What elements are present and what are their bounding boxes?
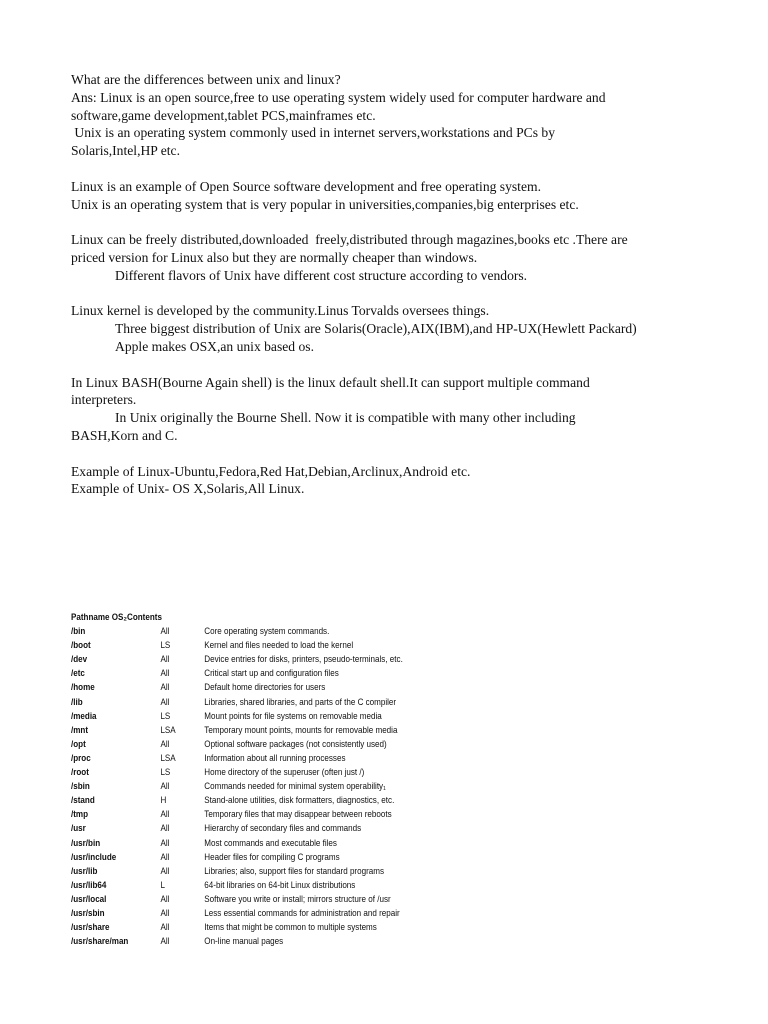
table-row bbox=[71, 751, 432, 765]
paragraph bbox=[71, 463, 711, 499]
pathname-cell: /root bbox=[71, 766, 89, 778]
text-line: software,game development,tablet PCS,mainframes etc. bbox=[71, 107, 376, 123]
table-row bbox=[71, 666, 432, 680]
os-cell: All bbox=[160, 625, 170, 637]
text-line: Linux can be freely distributed,downloaded freely,distributed through magazines,books etc .There are bbox=[71, 232, 628, 248]
pathname-cell: /dev bbox=[71, 653, 88, 665]
pathname-cell: /proc bbox=[71, 751, 91, 763]
pathname-cell: /usr/local bbox=[71, 892, 107, 904]
text-line: Solaris,Intel,HP etc. bbox=[71, 143, 180, 159]
table-row bbox=[71, 934, 432, 948]
text-line: Linux kernel is developed by the community.Linus Torvalds oversees things. bbox=[71, 303, 490, 319]
table-row bbox=[71, 779, 432, 793]
contents-cell: Header files for compiling C programs bbox=[204, 850, 340, 862]
contents-cell: Commands needed for minimal system operability₁ bbox=[204, 780, 386, 792]
pathname-cell: /usr/sbin bbox=[71, 906, 105, 918]
paragraph bbox=[71, 89, 711, 160]
table-row bbox=[71, 878, 432, 892]
text-line: Example of Unix- OS X,Solaris,All Linux. bbox=[71, 481, 305, 497]
os-cell: LS bbox=[160, 766, 171, 778]
pathname-cell: /usr/lib bbox=[71, 864, 98, 876]
paragraph bbox=[71, 231, 711, 284]
os-cell: All bbox=[160, 780, 170, 792]
paragraph bbox=[71, 302, 711, 355]
table-row bbox=[71, 737, 432, 751]
pathname-cell: /opt bbox=[71, 737, 86, 749]
os-cell: All bbox=[160, 695, 170, 707]
text-line: BASH,Korn and C. bbox=[71, 427, 178, 443]
os-cell: L bbox=[160, 878, 165, 890]
os-cell: H bbox=[160, 794, 167, 806]
contents-cell: 64-bit libraries on 64-bit Linux distributions bbox=[204, 878, 356, 890]
text-line: Unix is an operating system commonly used in internet servers,workstations and PCs by bbox=[71, 125, 556, 141]
table-row bbox=[71, 821, 432, 835]
text-line: Three biggest distribution of Unix are Solaris(Oracle),AIX(IBM),and HP-UX(Hewlett Packard) bbox=[115, 321, 637, 337]
os-cell: LSA bbox=[160, 751, 176, 763]
contents-cell: Software you write or install; mirrors structure of /usr bbox=[204, 892, 391, 904]
text-line: Linux is an example of Open Source software development and free operating system. bbox=[71, 178, 541, 194]
table-row bbox=[71, 695, 432, 709]
contents-cell: Hierarchy of secondary files and commands bbox=[204, 822, 362, 834]
os-cell: All bbox=[160, 850, 170, 862]
contents-cell: Libraries, shared libraries, and parts of the C compiler bbox=[204, 695, 397, 707]
table-body bbox=[71, 624, 432, 948]
table-row bbox=[71, 709, 432, 723]
paragraph bbox=[71, 374, 711, 445]
pathname-cell: /tmp bbox=[71, 808, 89, 820]
question-heading: What are the differences between unix and linux? bbox=[71, 72, 341, 87]
os-cell: All bbox=[160, 667, 170, 679]
table-row bbox=[71, 723, 432, 737]
contents-cell: Temporary mount points, mounts for removable media bbox=[204, 723, 398, 735]
contents-cell: Mount points for file systems on removable media bbox=[204, 709, 382, 721]
os-cell: All bbox=[160, 808, 170, 820]
contents-cell: Stand-alone utilities, disk formatters, diagnostics, etc. bbox=[204, 794, 395, 806]
contents-cell: Temporary files that may disappear between reboots bbox=[204, 808, 392, 820]
os-cell: LS bbox=[160, 709, 171, 721]
os-cell: All bbox=[160, 737, 170, 749]
table-row bbox=[71, 807, 432, 821]
text-line: Apple makes OSX,an unix based os. bbox=[115, 338, 314, 354]
os-cell: All bbox=[160, 906, 170, 918]
text-line: Unix is an operating system that is very popular in universities,companies,big enterprises etc. bbox=[71, 196, 579, 212]
text-line: In Unix originally the Bourne Shell. Now it is compatible with many other including bbox=[115, 410, 576, 426]
paragraph-spacer bbox=[71, 160, 711, 178]
pathname-cell: /mnt bbox=[71, 723, 89, 735]
table-row bbox=[71, 793, 432, 807]
pathname-cell: /lib bbox=[71, 695, 83, 707]
contents-cell: Home directory of the superuser (often just /) bbox=[204, 766, 365, 778]
os-cell: All bbox=[160, 935, 170, 947]
pathname-cell: /etc bbox=[71, 667, 85, 679]
table-row bbox=[71, 638, 432, 652]
pathname-cell: /usr/bin bbox=[71, 836, 101, 848]
pathname-cell: /usr/lib64 bbox=[71, 878, 107, 890]
contents-cell: Kernel and files needed to load the kernel bbox=[204, 639, 354, 651]
pathname-cell: /home bbox=[71, 681, 95, 693]
pathname-cell: /bin bbox=[71, 625, 86, 637]
contents-cell: Items that might be common to multiple systems bbox=[204, 921, 377, 933]
contents-cell: On-line manual pages bbox=[204, 935, 284, 947]
os-cell: LS bbox=[160, 639, 171, 651]
table-row bbox=[71, 892, 432, 906]
text-line: Different flavors of Unix have different cost structure according to vendors. bbox=[115, 267, 528, 283]
filesystem-table bbox=[71, 610, 432, 948]
contents-cell: Less essential commands for administration and repair bbox=[204, 906, 400, 918]
table-header: Pathname OS₂Contents bbox=[71, 611, 162, 622]
table-row bbox=[71, 624, 432, 638]
text-line: Ans: Linux is an open source,free to use operating system widely used for computer hardware and bbox=[71, 89, 606, 105]
paragraph-spacer bbox=[71, 445, 711, 463]
pathname-cell: /usr/include bbox=[71, 850, 117, 862]
paragraph-spacer bbox=[71, 213, 711, 231]
text-line: In Linux BASH(Bourne Again shell) is the linux default shell.It can support multiple command bbox=[71, 374, 590, 390]
contents-cell: Information about all running processes bbox=[204, 751, 346, 763]
os-cell: LSA bbox=[160, 723, 176, 735]
os-cell: All bbox=[160, 836, 170, 848]
text-line: priced version for Linux also but they are normally cheaper than windows. bbox=[71, 249, 478, 265]
table-row bbox=[71, 765, 432, 779]
contents-cell: Default home directories for users bbox=[204, 681, 326, 693]
os-cell: All bbox=[160, 681, 170, 693]
paragraph bbox=[71, 178, 711, 214]
table-row bbox=[71, 850, 432, 864]
contents-cell: Libraries; also, support files for standard programs bbox=[204, 864, 384, 876]
document-body bbox=[71, 71, 711, 498]
contents-cell: Optional software packages (not consistently used) bbox=[204, 737, 387, 749]
paragraph-spacer bbox=[71, 356, 711, 374]
pathname-cell: /stand bbox=[71, 794, 95, 806]
os-cell: All bbox=[160, 921, 170, 933]
pathname-cell: /usr bbox=[71, 822, 86, 834]
table-row bbox=[71, 864, 432, 878]
os-cell: All bbox=[160, 864, 170, 876]
os-cell: All bbox=[160, 653, 170, 665]
contents-cell: Core operating system commands. bbox=[204, 625, 330, 637]
answer-paragraphs bbox=[71, 89, 711, 498]
os-cell: All bbox=[160, 892, 170, 904]
pathname-cell: /boot bbox=[71, 639, 91, 651]
pathname-cell: /sbin bbox=[71, 780, 90, 792]
pathname-cell: /usr/share bbox=[71, 921, 110, 933]
table-row bbox=[71, 906, 432, 920]
paragraph-spacer bbox=[71, 285, 711, 303]
table-row bbox=[71, 920, 432, 934]
text-line: interpreters. bbox=[71, 392, 137, 408]
text-line: Example of Linux-Ubuntu,Fedora,Red Hat,Debian,Arclinux,Android etc. bbox=[71, 463, 471, 479]
table-row bbox=[71, 836, 432, 850]
os-cell: All bbox=[160, 822, 170, 834]
contents-cell: Most commands and executable files bbox=[204, 836, 337, 848]
pathname-cell: /usr/share/man bbox=[71, 935, 129, 947]
pathname-cell: /media bbox=[71, 709, 97, 721]
contents-cell: Critical start up and configuration files bbox=[204, 667, 339, 679]
contents-cell: Device entries for disks, printers, pseudo-terminals, etc. bbox=[204, 653, 403, 665]
table-row bbox=[71, 652, 432, 666]
table-row bbox=[71, 680, 432, 694]
